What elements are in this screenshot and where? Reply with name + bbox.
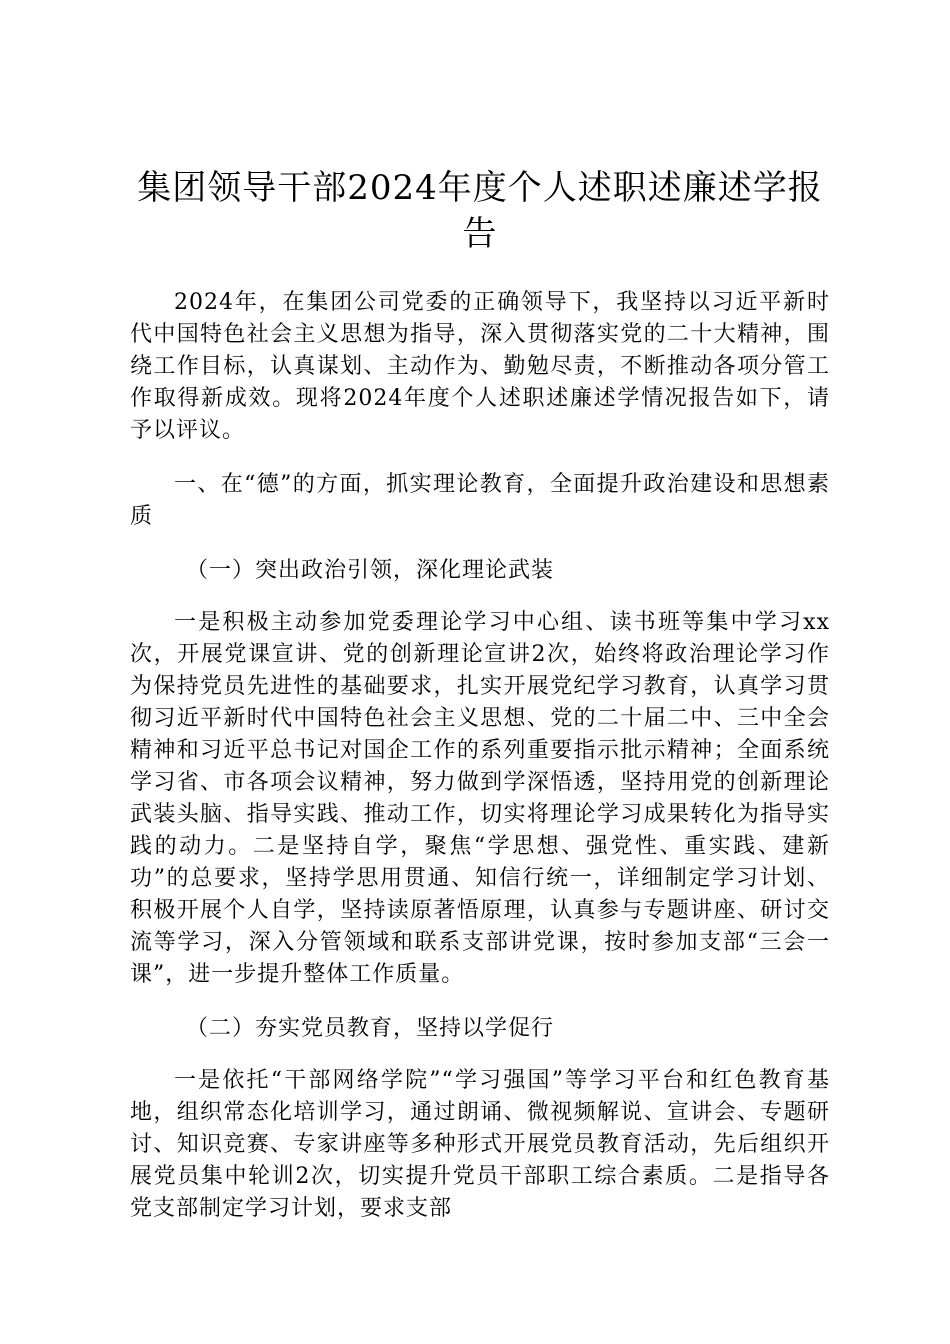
document-title: 集团领导干部2024年度个人述职述廉述学报告 — [137, 168, 823, 254]
subsection-heading: （二）夯实党员教育，坚持以学促行 — [186, 1016, 555, 1041]
body-paragraph: 一是依托“干部网络学院”“学习强国”等学习平台和红色教育基地，组织常态化培训学习，通过朗诵、微视频解说、宣讲会、专题研讨、知识竞赛、专家讲座等多种形式开展党员教育活动，先后组织开展党员集中轮训2次，切实提升党员干部职工综合素质。二是指导各党支部制定学习计划，要求支部 — [130, 1068, 830, 1221]
subsection-heading: （一）突出政治引领，深化理论武装 — [186, 558, 555, 583]
body-paragraph: 一是积极主动参加党委理论学习中心组、读书班等集中学习xx次，开展党课宣讲、党的创新理论宣讲2次，始终将政治理论学习作为保持党员先进性的基础要求，扎实开展党纪学习教育，认真学习贯彻习近平新时代中国特色社会主义思想、党的二十届二中、三中全会精神和习近平总书记对国企工作的系列重要指示批示精神；全面系统学习省、市各项会议精神，努力做到学深悟透，坚持用党的创新理论武装头脑、指导实践、推动工作，切实将理论学习成果转化为指导实践的动力。二是坚持自学，聚焦“学思想、强党性、重实践、建新功”的总要求，坚持学思用贯通、知信行统一，详细制定学习计划、积极开展个人自学，坚持读原著悟原理，认真参与专题讲座、研讨交流等学习，深入分管领域和联系支部讲党课，按时参加支部“三会一课”，进一步提升整体工作质量。 — [130, 610, 830, 987]
section-heading: 一、在“德”的方面，抓实理论教育，全面提升政治建设和思想素质 — [130, 472, 830, 529]
document-page — [130, 0, 830, 1225]
intro-paragraph: 2024年，在集团公司党委的正确领导下，我坚持以习近平新时代中国特色社会主义思想为指导，深入贯彻落实党的二十大精神，围绕工作目标，认真谋划、主动作为、勤勉尽责，不断推动各项分管工作取得新成效。现将2024年度个人述职述廉述学情况报告如下，请予以评议。 — [130, 290, 830, 443]
